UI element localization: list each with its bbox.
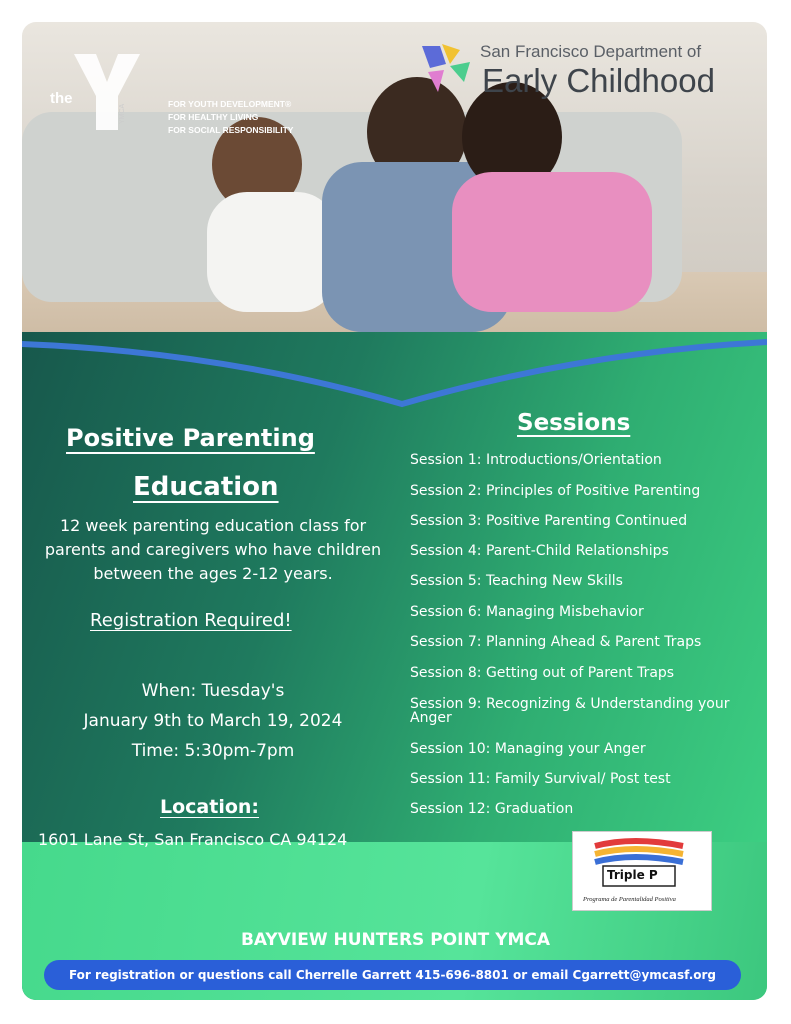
sessions-heading: Sessions bbox=[517, 410, 631, 436]
session-item: Session 1: Introductions/Orientation bbox=[410, 452, 662, 468]
location-address: 1601 Lane St, San Francisco CA 94124 bbox=[38, 830, 348, 849]
location-heading: Location: bbox=[160, 796, 260, 818]
session-item: Session 6: Managing Misbehavior bbox=[410, 604, 644, 620]
schedule-block bbox=[36, 676, 390, 766]
when-dates: January 9th to March 19, 2024 bbox=[83, 711, 343, 731]
ymca-taglines bbox=[168, 98, 293, 137]
ymca-letters: YMCA bbox=[119, 103, 126, 124]
session-item: Session 7: Planning Ahead & Parent Traps bbox=[410, 634, 702, 650]
ymca-tagline-1: FOR YOUTH DEVELOPMENT® bbox=[168, 99, 292, 109]
ymca-tagline-2: FOR HEALTHY LIVING bbox=[168, 112, 259, 122]
session-item: Session 5: Teaching New Skills bbox=[410, 573, 623, 589]
session-item: Session 2: Principles of Positive Parenting bbox=[410, 483, 701, 499]
when-time: Time: 5:30pm-7pm bbox=[131, 741, 295, 761]
session-item: Session 3: Positive Parenting Continued bbox=[410, 513, 688, 529]
dec-logo-icon bbox=[420, 42, 475, 97]
session-item: Session 11: Family Survival/ Post test bbox=[410, 771, 671, 787]
divider-wave bbox=[22, 312, 767, 442]
contact-bar: For registration or questions call Cherrelle Garrett 415-696-8801 or email Cgarrett@ymcasf.org bbox=[44, 960, 741, 990]
ymca-logo-icon bbox=[72, 52, 142, 132]
session-item: Session 9: Recognizing & Understanding your Anger bbox=[410, 696, 730, 726]
session-item: Session 8: Getting out of Parent Traps bbox=[410, 665, 675, 681]
when-day: When: Tuesday's bbox=[141, 681, 285, 701]
session-item: Session 12: Graduation bbox=[410, 801, 574, 817]
ymca-the-text: the bbox=[50, 90, 73, 107]
triple-p-logo bbox=[572, 831, 712, 911]
dec-big-text: Early Childhood bbox=[482, 62, 715, 99]
title-line-2: Education bbox=[133, 472, 279, 502]
triple-p-subtitle: Programa de Parentalidad Positiva bbox=[583, 896, 676, 903]
ymca-tagline-3: FOR SOCIAL RESPONSIBILITY bbox=[168, 125, 294, 135]
dec-top-text: San Francisco Department of bbox=[480, 42, 702, 61]
registration-required: Registration Required! bbox=[90, 610, 292, 631]
mother-shirt bbox=[452, 172, 652, 312]
session-item: Session 10: Managing your Anger bbox=[410, 741, 646, 757]
title-line-1: Positive Parenting bbox=[66, 424, 315, 452]
ymca-branch-name: BAYVIEW HUNTERS POINT YMCA bbox=[240, 930, 551, 950]
triple-p-name: Triple P bbox=[607, 868, 658, 882]
class-description: 12 week parenting education class for parents and caregivers who have children between the ages 2-12 years. bbox=[44, 516, 382, 583]
session-item: Session 4: Parent-Child Relationships bbox=[410, 543, 669, 559]
child-shirt bbox=[207, 192, 337, 312]
